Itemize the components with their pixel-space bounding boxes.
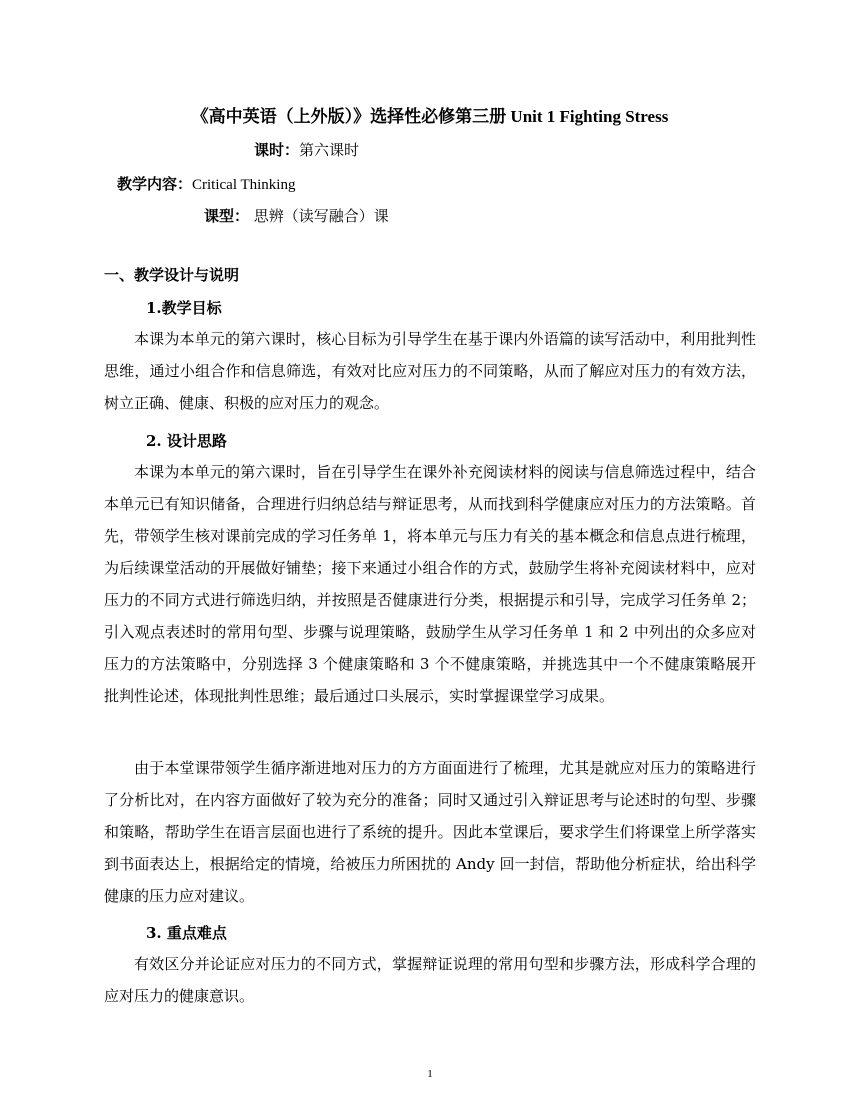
lesson-content-value: Critical Thinking xyxy=(192,177,296,193)
lesson-type xyxy=(204,206,389,226)
lesson-period xyxy=(254,140,359,160)
lesson-period-label: 课时： xyxy=(254,141,300,159)
paragraph-design-1: 本课为本单元的第六课时，旨在引导学生在课外补充阅读材料的阅读与信息筛选过程中，结合本单元已有知识储备，合理进行归纳总结与辩证思考，从而找到科学健康应对压力的方法策略。首先，带领学生核对课前完成的学习任务单 1，将本单元与压力有关的基本概念和信息点进行梳理，为后续课堂活动的开展做好铺垫；接下来通过小组合作的方式，鼓励学生将补充阅读材料中，应对压力的不同方式进行筛选归纳，并按照是否健康进行分类，根据提示和引导，完成学习任务单 2；引入观点表述时的常用句型、步骤与说理策略，鼓励学生从学习任务单 1 和 2 中列出的众多应对压力的方法策略中，分别选择 3 个健康策略和 3 个不健康策略，并挑选其中一个不健康策略展开批判性论述，体现批判性思维；最后通过口头展示，实时掌握课堂学习成果。 xyxy=(104,463,756,705)
lesson-content-label: 教学内容： xyxy=(117,175,193,193)
lesson-type-value: 思辨（读写融合）课 xyxy=(253,207,389,225)
page-number: 1 xyxy=(427,1068,433,1080)
paragraph-objectives: 本课为本单元的第六课时，核心目标为引导学生在基于课内外语篇的读写活动中，利用批判性思维，通过小组合作和信息筛选，有效对比应对压力的不同策略，从而了解应对压力的有效方法，树立正确、健康、积极的应对压力的观念。 xyxy=(104,330,756,412)
subsection-heading-key-points: 3. 重点难点 xyxy=(146,924,227,942)
paragraph-design-2: 由于本堂课带领学生循序渐进地对压力的方方面面进行了梳理，尤其是就应对压力的策略进行了分析比对，在内容方面做好了较为充分的准备；同时又通过引入辩证思考与论述时的句型、步骤和策略，帮助学生在语言层面也进行了系统的提升。因此本堂课后，要求学生们将课堂上所学落实到书面表达上，根据给定的情境，给被压力所困扰的 Andy 回一封信，帮助他分析症状，给出科学健康的压力应对建议。 xyxy=(104,759,756,905)
lesson-content xyxy=(117,174,295,195)
subsection-heading-objectives: 1.教学目标 xyxy=(146,299,222,317)
subsection-heading-design: 2. 设计思路 xyxy=(146,432,227,450)
section-heading: 一、教学设计与说明 xyxy=(104,266,240,284)
lesson-type-label: 课型： xyxy=(204,207,250,225)
lesson-period-value: 第六课时 xyxy=(299,141,360,159)
document-title: 《高中英语（上外版）》选择性必修第三册 Unit 1 Fighting Stress xyxy=(191,107,669,126)
paragraph-key-points: 有效区分并论证应对压力的不同方式，掌握辩证说理的常用句型和步骤方法，形成科学合理的应对压力的健康意识。 xyxy=(104,955,756,1005)
